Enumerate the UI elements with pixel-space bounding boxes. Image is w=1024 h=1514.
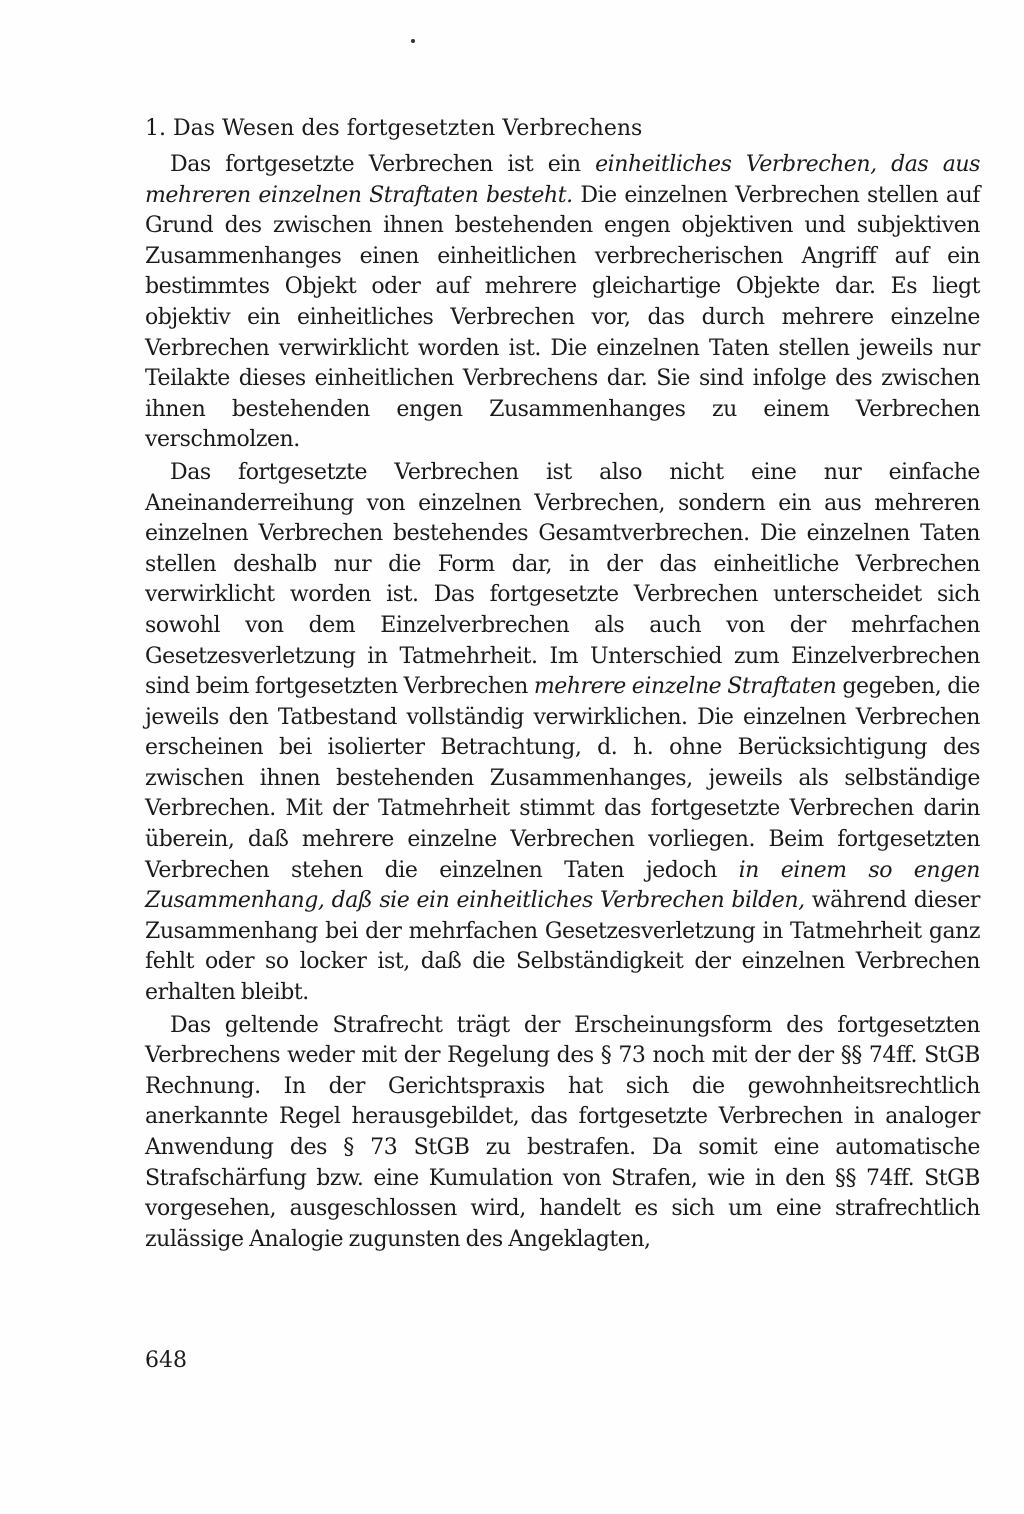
- ink-speck: [411, 39, 415, 43]
- text-segment: gegeben, die jeweils den Tatbestand vollständig verwirklichen. Die einzelnen Verbrechen erscheinen bei isolierter Betrachtung, d. h. ohne Berücksichtigung des zwischen ihnen bestehenden Zusammenhanges, jeweils als selbständige Verbrechen. Mit der Tatmehrheit stimmt das fortgesetzte Verbrechen darin überein, daß mehrere einzelne Verbrechen vorliegen. Beim fortgesetzten Verbrechen stehen die einzelnen Taten jedoch: [145, 674, 981, 883]
- text-segment: Die einzelnen Verbrechen stellen auf Grund des zwischen ihnen bestehenden engen objektiven und subjektiven Zusammenhanges einen einheitlichen verbrecherischen Angriff auf ein bestimmtes Objekt oder auf mehrere gleichartige Objekte dar. Es liegt objektiv ein einheitliches Verbrechen vor, das durch mehrere einzelne Verbrechen verwirklicht worden ist. Die einzelnen Taten stellen jeweils nur Teilakte dieses einheitlichen Verbrechens dar. Sie sind infolge des zwischen ihnen bestehenden engen Zusammenhanges zu einem Verbrechen verschmolzen.: [145, 182, 980, 453]
- paragraph-3: [145, 1011, 980, 1256]
- section-heading: 1. Das Wesen des fortgesetzten Verbrechens: [145, 116, 643, 141]
- italic-emphasis: mehrere einzelne Straftaten: [533, 674, 837, 700]
- italic-emphasis: einheitliches Verbrechen, das aus mehreren einzelnen Straftaten besteht.: [145, 152, 980, 208]
- paragraph-2: [145, 458, 980, 1009]
- italic-emphasis: in einem so engen Zusammenhang, daß sie ein einheitliches Verbrechen bilden,: [145, 857, 980, 914]
- text-segment: Das fortgesetzte Verbrechen ist ein: [170, 152, 596, 177]
- body-text: [145, 150, 980, 1257]
- text-segment: Das geltende Strafrecht trägt der Erscheinungsform des fortgesetzten Verbrechens weder mit der Regelung des § 73 noch mit der der §§ 74ff. StGB Rechnung. In der Gerichtspraxis hat sich die gewohnheitsrechtlich anerkannte Regel herausgebildet, das fortgesetzte Verbrechen in analoger Anwendung des § 73 StGB zu bestrafen. Da somit eine automatische Strafschärfung bzw. eine Kumulation von Strafen, wie in den §§ 74ff. StGB vorgesehen, ausgeschlossen wird, handelt es sich um eine strafrechtlich zulässige Analogie zugunsten des Angeklagten,: [145, 1012, 980, 1252]
- text-segment: Das fortgesetzte Verbrechen ist also nicht eine nur einfache Aneinanderreihung von einzelnen Verbrechen, sondern ein aus mehreren einzelnen Verbrechen bestehendes Gesamtverbrechen. Die einzelnen Taten stellen deshalb nur die Form dar, in der das einheitliche Verbrechen verwirklicht worden ist. Das fortgesetzte Verbrechen unterscheidet sich sowohl von dem Einzelverbrechen als auch von der mehrfachen Gesetzesverletzung in Tatmehrheit. Im Unterschied zum Einzelverbrechen sind beim fortgesetzten Verbrechen: [145, 459, 980, 700]
- text-segment: während dieser Zusammenhang bei der mehrfachen Gesetzesverletzung in Tatmehrheit ganz fehlt oder so locker ist, daß die Selbständigkeit der einzelnen Verbrechen erhalten bleibt.: [145, 888, 980, 1006]
- paragraph-1: [145, 150, 980, 456]
- page-number: 648: [145, 1348, 187, 1373]
